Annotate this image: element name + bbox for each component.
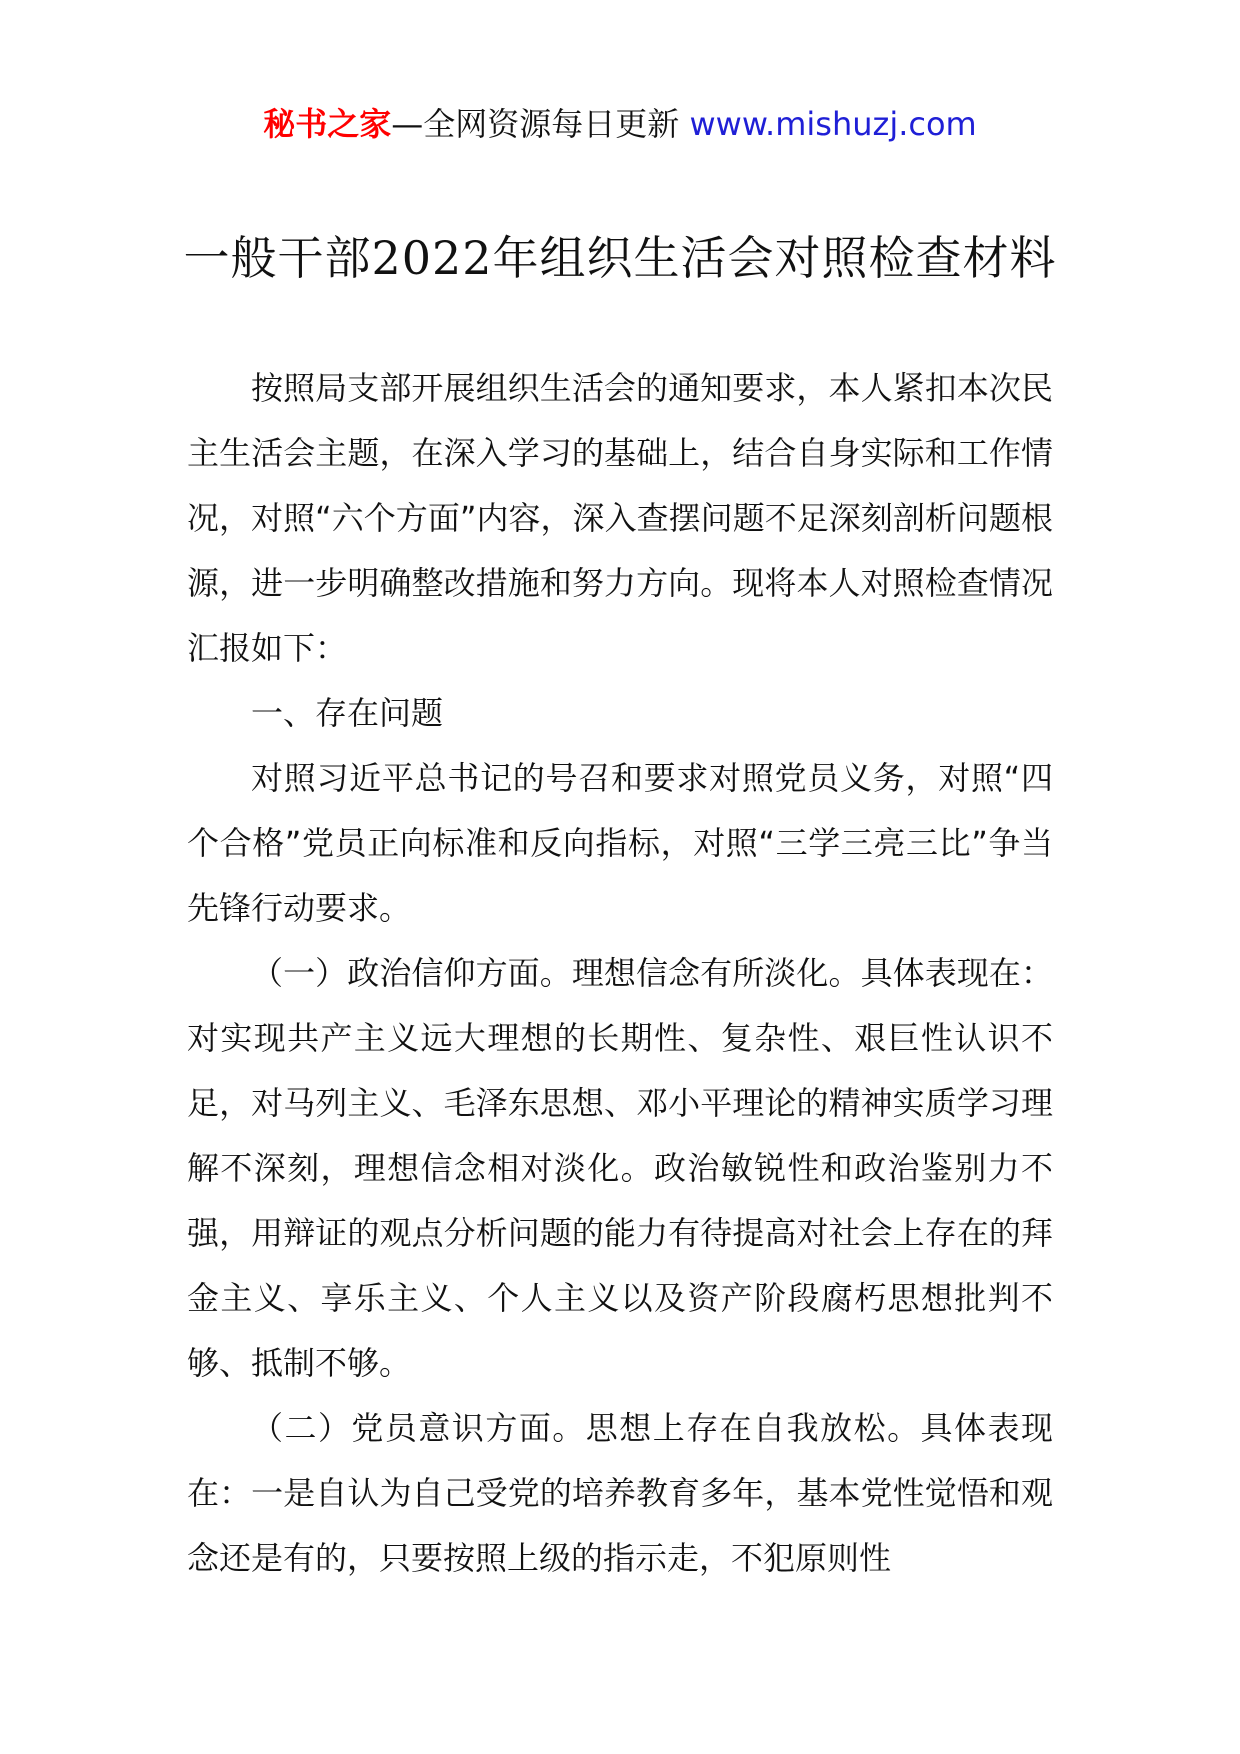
political-belief-paragraph: （一）政治信仰方面。理想信念有所淡化。具体表现在：对实现共产主义远大理想的长期性、复杂性、艰巨性认识不足，对马列主义、毛泽东思想、邓小平理论的精神实质学习理解不深刻，理想信念相对淡化。政治敏锐性和政治鉴别力不强，用辩证的观点分析问题的能力有待提高对社会上存在的拜金主义、享乐主义、个人主义以及资产阶段腐朽思想批判不够、抵制不够。 — [187, 954, 1053, 1382]
document-body — [187, 356, 1053, 1591]
section-heading-problems: 一、存在问题 — [251, 694, 444, 732]
party-awareness-paragraph: （二）党员意识方面。思想上存在自我放松。具体表现在：一是自认为自己受党的培养教育多年，基本党性觉悟和观念还是有的，只要按照上级的指示走，不犯原则性 — [187, 1409, 1053, 1577]
standards-paragraph: 对照习近平总书记的号召和要求对照党员义务，对照“四个合格”党员正向标准和反向指标，对照“三学三亮三比”争当先锋行动要求。 — [187, 759, 1053, 927]
document-title: 一般干部2022年组织生活会对照检查材料 — [183, 231, 1057, 285]
site-url-link[interactable]: www.mishuzj.com — [689, 105, 977, 143]
site-header — [0, 102, 1240, 146]
brand-name: 秘书之家 — [263, 105, 392, 143]
intro-paragraph: 按照局支部开展组织生活会的通知要求，本人紧扣本次民主生活会主题，在深入学习的基础上，结合自身实际和工作情况，对照“六个方面”内容，深入查摆问题不足深刻剖析问题根源，进一步明确整改措施和努力方向。现将本人对照检查情况汇报如下： — [187, 369, 1053, 667]
header-tagline: —全网资源每日更新 — [391, 105, 680, 143]
